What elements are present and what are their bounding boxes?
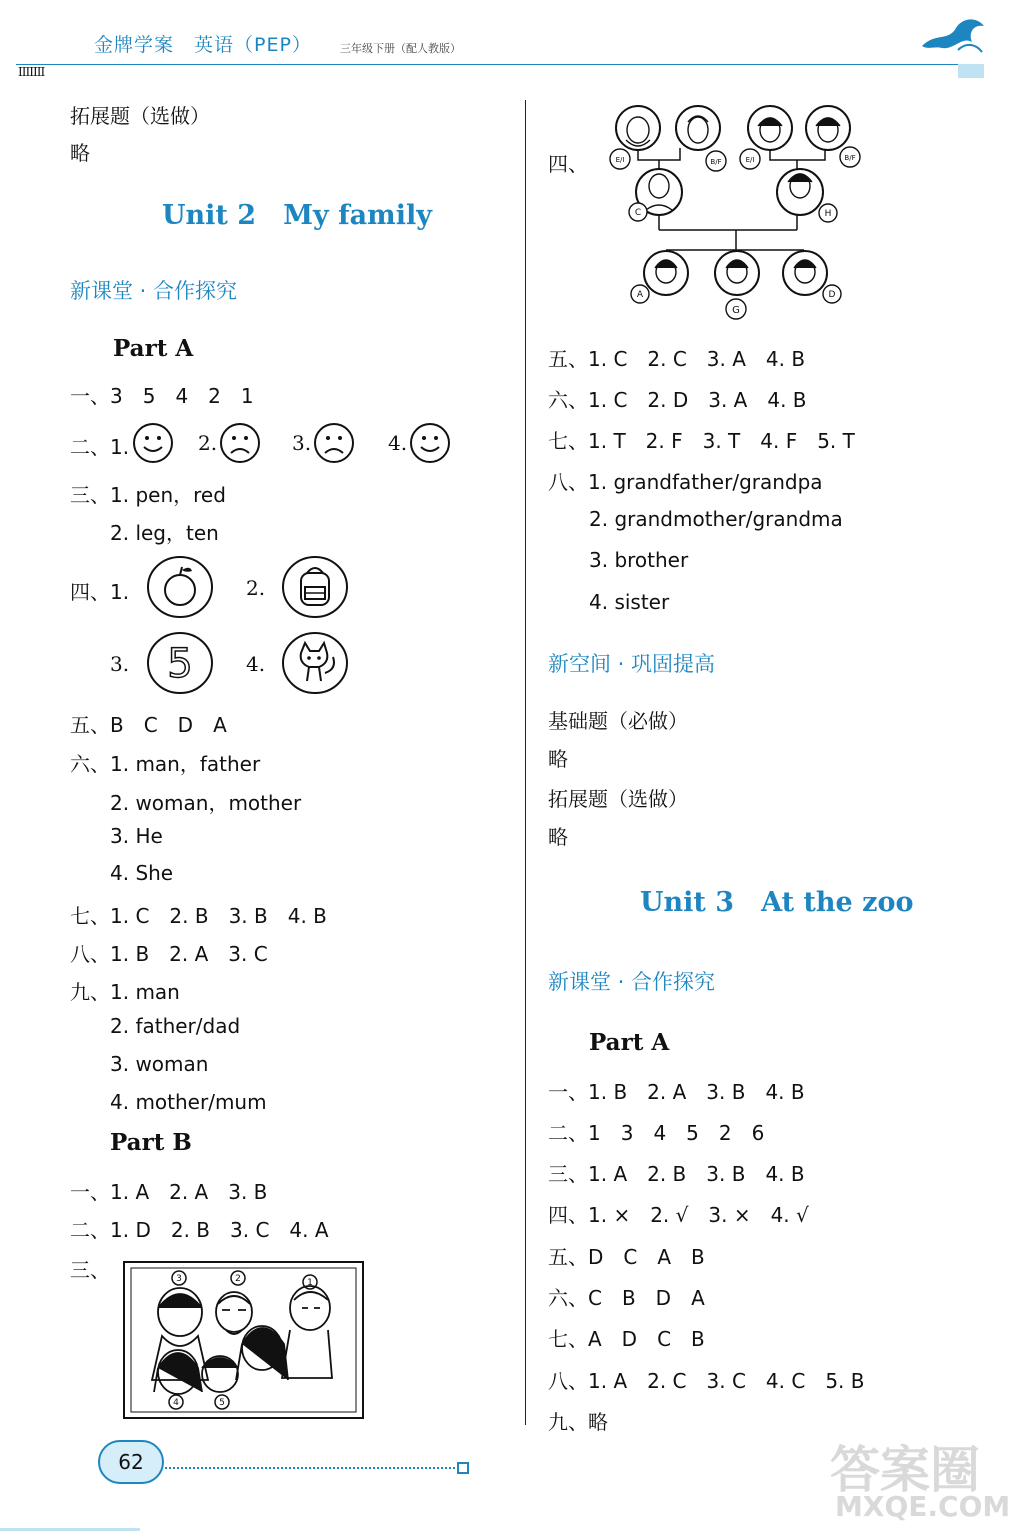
answer-line: 4. She — [110, 861, 174, 885]
answer-line: 二、1 3 4 5 2 6 — [548, 1121, 765, 1145]
answer-line: 六、1. C 2. D 3. A 4. B — [548, 388, 807, 412]
header-title: 金牌学案 英语（PEP） — [94, 34, 312, 56]
apple-icon — [146, 555, 214, 619]
number-five-digit: 5 — [167, 641, 193, 687]
answer-line: 二、1. D 2. B 3. C 4. A — [70, 1218, 329, 1242]
answer-line: 四、 — [548, 152, 588, 176]
answer-line: 2. leg，ten — [110, 521, 219, 545]
answer-line: 五、B C D A — [70, 713, 227, 737]
answer-line: 七、A D C B — [548, 1327, 705, 1351]
extension-label: 拓展题（选做） — [70, 104, 210, 128]
extension-answer: 略 — [70, 141, 90, 165]
answer-number: 2. — [198, 431, 218, 455]
watermark-url: MXQE.COM — [835, 1490, 1011, 1523]
answer-number: 4. — [246, 652, 266, 676]
answer-line: 八、1. A 2. C 3. C 4. C 5. B — [548, 1369, 865, 1393]
watermark-logo: 答案圈 — [830, 1441, 980, 1499]
section-heading: 新课堂 · 合作探究 — [70, 279, 238, 303]
number-five-icon — [146, 631, 214, 695]
answer-number: 4. — [388, 431, 408, 455]
answer-line: 一、1. A 2. A 3. B — [70, 1180, 268, 1204]
answer-line: 五、1. C 2. C 3. A 4. B — [548, 347, 806, 371]
basic-label: 基础题（必做） — [548, 709, 688, 733]
backpack-icon — [281, 555, 349, 619]
answer-line: 三、 — [70, 1258, 110, 1282]
circle-label: 1 — [307, 1278, 313, 1288]
tree-tag: B/F — [844, 154, 856, 162]
tree-tag: G — [732, 305, 740, 316]
smile-face-icon — [132, 422, 174, 464]
smile-face-icon — [409, 422, 451, 464]
answer-number: 3. — [110, 652, 130, 676]
header-subtitle: 三年级下册（配人教版） — [340, 42, 461, 55]
unit3-title: Unit 3 At the zoo — [640, 887, 914, 918]
answer-line: 2. woman，mother — [110, 791, 302, 815]
answer-line: 四、1. — [70, 580, 130, 604]
answer-line: 六、1. man，father — [70, 752, 261, 776]
sad-face-icon — [219, 422, 261, 464]
tree-tag: A — [636, 290, 644, 300]
circle-label: 3 — [176, 1274, 182, 1284]
answer-line: 九、1. man — [70, 980, 180, 1004]
tree-tag: B/F — [710, 158, 722, 166]
extension-answer: 略 — [548, 825, 568, 849]
tree-tag: C — [634, 208, 642, 218]
header-rule — [16, 64, 984, 65]
sad-face-icon — [313, 422, 355, 464]
page-number: 62 — [118, 1450, 144, 1474]
answer-line: 三、1. A 2. B 3. B 4. B — [548, 1162, 805, 1186]
answer-line: 八、1. B 2. A 3. C — [70, 942, 268, 966]
cat-icon — [281, 631, 349, 695]
section-heading: 新空间 · 巩固提高 — [548, 652, 716, 676]
answer-line: 3. He — [110, 824, 163, 848]
bottom-accent-bar — [0, 1528, 140, 1531]
answer-line: 二、1. — [70, 435, 130, 459]
answer-line: 八、1. grandfather/grandpa — [548, 470, 823, 494]
answer-line: 六、C B D A — [548, 1286, 705, 1310]
answer-line: 2. father/dad — [110, 1014, 241, 1038]
answer-line: 一、1. B 2. A 3. B 4. B — [548, 1080, 805, 1104]
answer-line: 一、3 5 4 2 1 — [70, 384, 254, 408]
answer-line: 五、D C A B — [548, 1245, 705, 1269]
basic-answer: 略 — [548, 747, 568, 771]
header-corner-bar — [958, 64, 984, 78]
circle-label: 2 — [235, 1274, 241, 1284]
extension-label: 拓展题（选做） — [548, 787, 688, 811]
answer-line: 四、1. × 2. √ 3. × 4. √ — [548, 1203, 809, 1227]
answer-line: 七、1. C 2. B 3. B 4. B — [70, 904, 327, 928]
part-b-heading: Part B — [110, 1129, 192, 1156]
answer-line: 三、1. pen，red — [70, 483, 226, 507]
tree-tag: E/I — [745, 156, 755, 164]
wave-logo-icon — [918, 12, 988, 62]
tree-tag: E/I — [615, 156, 625, 164]
answer-number: 2. — [246, 576, 266, 600]
column-divider — [525, 100, 526, 1425]
answer-number: 3. — [292, 431, 312, 455]
answer-line: 3. brother — [589, 548, 689, 572]
part-a-heading: Part A — [589, 1029, 670, 1056]
answer-line: 七、1. T 2. F 3. T 4. F 5. T — [548, 429, 855, 453]
answer-line: 2. grandmother/grandma — [589, 507, 843, 531]
circle-label: 5 — [219, 1398, 225, 1408]
family-tree-diagram — [600, 100, 870, 325]
answer-line: 九、略 — [548, 1410, 608, 1434]
unit2-title: Unit 2 My family — [162, 200, 432, 231]
header-ticks: IIIIIII — [18, 65, 45, 79]
circle-label: 4 — [173, 1398, 179, 1408]
answer-line: 4. sister — [589, 590, 670, 614]
answer-line: 3. woman — [110, 1052, 209, 1076]
section-heading: 新课堂 · 合作探究 — [548, 970, 716, 994]
family-picture — [122, 1260, 365, 1420]
tree-tag: D — [828, 290, 836, 300]
tree-tag: H — [824, 209, 832, 219]
footer-dotted-rule — [165, 1467, 455, 1469]
part-a-heading: Part A — [113, 335, 194, 362]
footer-square-icon — [457, 1462, 469, 1474]
answer-line: 4. mother/mum — [110, 1090, 267, 1114]
